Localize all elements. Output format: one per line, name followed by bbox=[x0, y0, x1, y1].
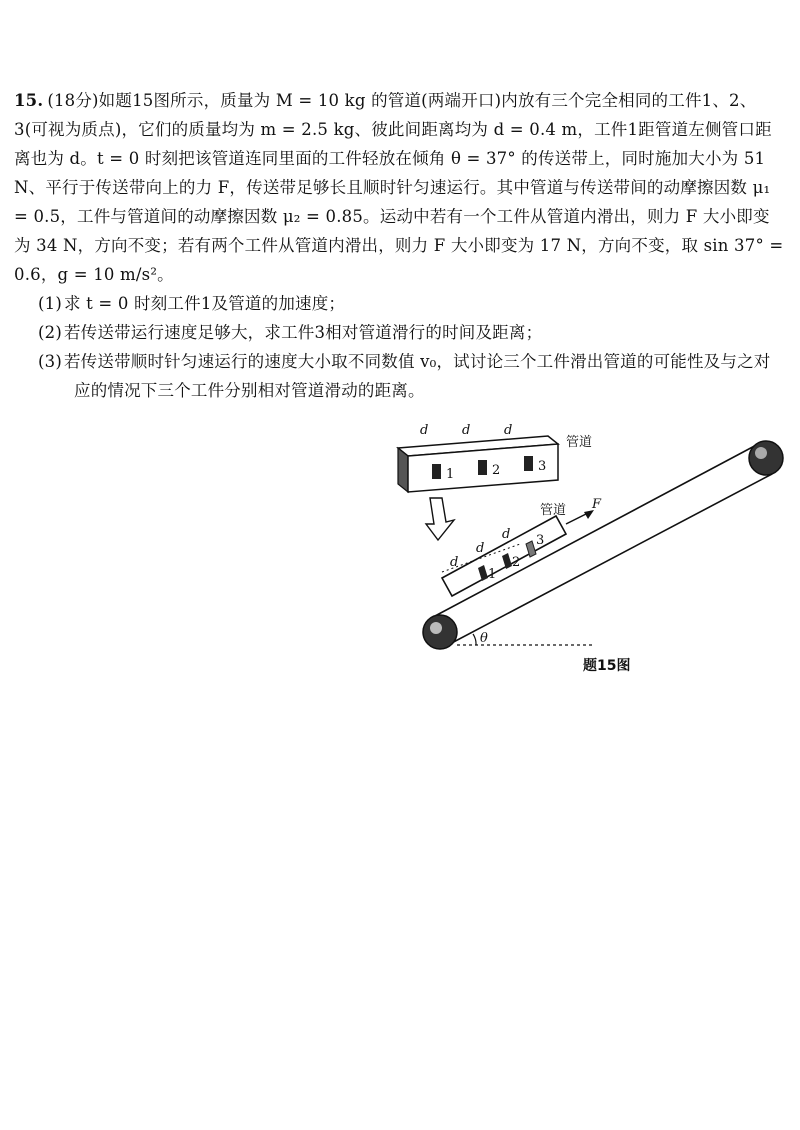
piece-2-top bbox=[478, 460, 487, 475]
pipe-label-top: 管道 bbox=[566, 435, 593, 450]
pipe-label-belt: 管道 bbox=[540, 503, 567, 518]
piece-2-label-top: 2 bbox=[492, 463, 501, 478]
distance-label-belt-2: d bbox=[476, 541, 485, 556]
pipe-detail-box bbox=[398, 423, 592, 492]
force-label: F bbox=[592, 497, 602, 512]
force-arrow bbox=[566, 497, 602, 524]
question-1-label: (1) bbox=[38, 294, 62, 313]
question-2-label: (2) bbox=[38, 323, 62, 342]
piece-1-label-belt: 1 bbox=[488, 567, 497, 582]
distance-label-top-1: d bbox=[420, 423, 429, 438]
question-2 bbox=[38, 318, 784, 347]
problem-number: 15. bbox=[14, 91, 44, 110]
problem-stem-text: (18分)如题15图所示，质量为 M = 10 kg 的管道(两端开口)内放有三个完全相同的工件1、2、3(可视为质点)，它们的质量均为 m = 2.5 kg、彼此间距离均为 d = 0.4 m，工件1距管道左侧管口距离也为 d。t = 0 时刻把该管道连同里面的工件轻放在倾角 θ = 37° 的传送带上，同时施加大小为 51 N、平行于传送带向上的力 F，传送带足够长且顺时针匀速运行。其中管道与传送带间的动摩擦因数 μ₁ = 0.5，工件与管道间的动摩擦因数 μ₂ = 0.85。运动中若有一个工件从管道内滑出，则力 F 大小即变为 34 N，方向不变；若有两个工件从管道内滑出，则力 F 大小即变为 17 N，方向不变，取 sin 37° = 0.6，g = 10 m/s²。 bbox=[14, 91, 784, 284]
problem-15 bbox=[14, 86, 784, 405]
piece-3-top bbox=[524, 456, 533, 471]
distance-label-belt-1: d bbox=[450, 555, 459, 570]
conveyor-diagram bbox=[380, 420, 790, 690]
down-arrow-icon bbox=[426, 498, 454, 540]
piece-1-top bbox=[432, 464, 441, 479]
question-2-text: 若传送带运行速度足够大，求工件3相对管道滑行的时间及距离； bbox=[63, 323, 543, 342]
question-3-text: 若传送带顺时针匀速运行的速度大小取不同数值 v₀，试讨论三个工件滑出管道的可能性及与之对应的情况下三个工件分别相对管道滑动的距离。 bbox=[63, 352, 771, 400]
question-1-text: 求 t = 0 时刻工件1及管道的加速度； bbox=[63, 294, 346, 313]
figure-caption: 题15图 bbox=[583, 658, 631, 674]
figure-15 bbox=[380, 420, 790, 690]
piece-3-label-top: 3 bbox=[538, 459, 547, 474]
question-1 bbox=[38, 289, 784, 318]
angle-label: θ bbox=[480, 631, 488, 646]
piece-3-label-belt: 3 bbox=[536, 533, 545, 548]
distance-label-top-3: d bbox=[504, 423, 513, 438]
piece-2-label-belt: 2 bbox=[512, 555, 521, 570]
top-pulley bbox=[749, 441, 783, 475]
pipe-on-belt bbox=[442, 503, 566, 596]
question-3 bbox=[38, 347, 784, 405]
problem-stem bbox=[14, 86, 784, 289]
distance-label-top-2: d bbox=[462, 423, 471, 438]
piece-1-label-top: 1 bbox=[446, 467, 455, 482]
distance-label-belt-3: d bbox=[502, 527, 511, 542]
question-3-label: (3) bbox=[38, 352, 62, 371]
